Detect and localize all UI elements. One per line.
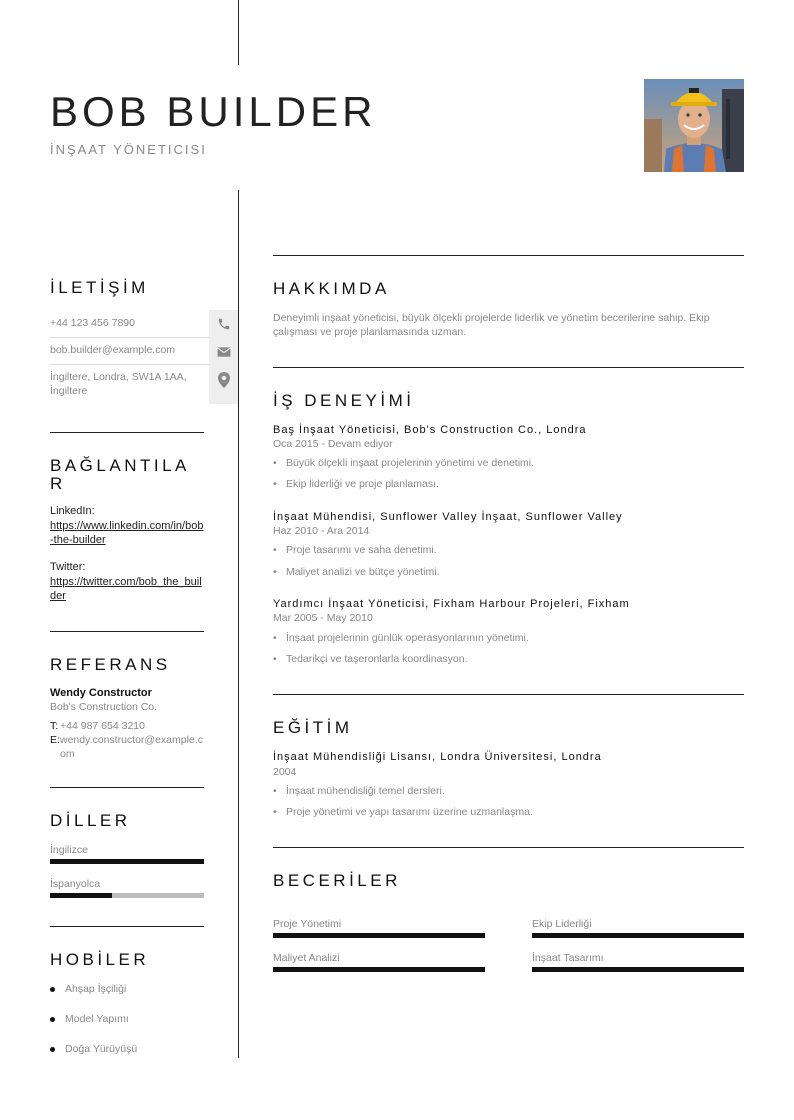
section-rule [50, 787, 204, 788]
job-position: Baş İnşaat Yöneticisi, Bob's Construction Co., Londra [273, 424, 587, 436]
about-text: Deneyimli inşaat yöneticisi, büyük ölçekli projelerde liderlik ve yönetim becerilerine sahip. Ekip çalışması ve proje planlamasında uzman. [273, 312, 710, 338]
language-level-fill [50, 859, 204, 864]
section-rule [273, 694, 744, 695]
language-name: İspanyolca [50, 878, 101, 890]
phone-icon [209, 310, 238, 338]
job-date: Haz 2010 - Ara 2014 [273, 525, 370, 537]
bullet-dot [50, 1047, 55, 1052]
skill-level-bar [273, 967, 485, 972]
languages-heading: DİLLER [50, 811, 131, 830]
reference-name: Wendy Constructor [50, 687, 152, 699]
twitter-label: Twitter: [50, 561, 86, 573]
skill-name: Proje Yönetimi [273, 918, 342, 930]
experience-heading: İŞ DENEYİMİ [273, 391, 415, 410]
job-date: Oca 2015 - Devam ediyor [273, 438, 393, 450]
language-level-bar [50, 893, 204, 898]
location-pin-icon [209, 366, 238, 394]
links-heading: BAĞLANTILA R [50, 456, 190, 493]
references-heading: REFERANS [50, 655, 171, 674]
linkedin-label: LinkedIn: [50, 505, 95, 517]
reference-email-key: E: [50, 734, 60, 746]
section-rule [273, 367, 744, 368]
section-rule [50, 926, 204, 927]
column-divider [238, 190, 239, 1058]
language-name: İngilizce [50, 844, 88, 856]
language-level-bar [50, 859, 204, 864]
contact-icon-column [209, 310, 238, 404]
about-heading: HAKKIMDA [273, 279, 390, 298]
skill-name: Ekip Liderliği [532, 918, 592, 930]
contact-separator [50, 364, 209, 365]
reference-email-value[interactable]: wendy.constructor@example.com [60, 734, 203, 760]
skill-name: İnşaat Tasarımı [532, 952, 604, 964]
bullet-dot [50, 1017, 55, 1022]
skill-level-bar [532, 933, 744, 938]
contact-separator [50, 337, 209, 338]
divider-top [238, 0, 239, 65]
bullet-dot [50, 987, 55, 992]
education-heading: EĞİTİM [273, 718, 353, 737]
skill-level-bar [273, 933, 485, 938]
section-rule [50, 631, 204, 632]
job-title: İNŞAAT YÖNETICISI [50, 142, 207, 157]
section-rule [273, 255, 744, 256]
section-rule [273, 847, 744, 848]
reference-phone-value[interactable]: +44 987 654 3210 [60, 720, 145, 732]
profile-photo [644, 79, 744, 172]
job-date: Mar 2005 - May 2010 [273, 612, 373, 624]
twitter-link[interactable]: https://twitter.com/bob_the_builder [50, 576, 202, 602]
degree-year: 2004 [273, 766, 297, 778]
job-position: İnşaat Mühendisi, Sunflower Valley İnşaat, Sunflower Valley [273, 511, 623, 523]
linkedin-link[interactable]: https://www.linkedin.com/in/bob-the-builder [50, 520, 204, 546]
reference-company: Bob's Construction Co. [50, 701, 158, 713]
skill-name: Maliyet Analizi [273, 952, 340, 964]
reference-phone-key: T: [50, 720, 59, 732]
language-level-fill [50, 893, 112, 898]
contact-address: İngiltere, Londra, SW1A 1AA, İngiltere [50, 371, 187, 397]
resume-name: BOB BUILDER [50, 88, 377, 135]
job-position: Yardımcı İnşaat Yöneticisi, Fixham Harbour Projeleri, Fixham [273, 598, 630, 610]
contact-heading: İLETİŞİM [50, 278, 149, 297]
degree-title: İnşaat Mühendisliği Lisansı, Londra Üniversitesi, Londra [273, 751, 602, 763]
mail-icon [209, 338, 238, 366]
section-rule [50, 432, 204, 433]
contact-email[interactable]: bob.builder@example.com [50, 344, 176, 356]
skills-heading: BECERİLER [273, 871, 401, 890]
hobbies-heading: HOBİLER [50, 950, 150, 969]
skill-level-bar [532, 967, 744, 972]
contact-phone[interactable]: +44 123 456 7890 [50, 317, 135, 329]
